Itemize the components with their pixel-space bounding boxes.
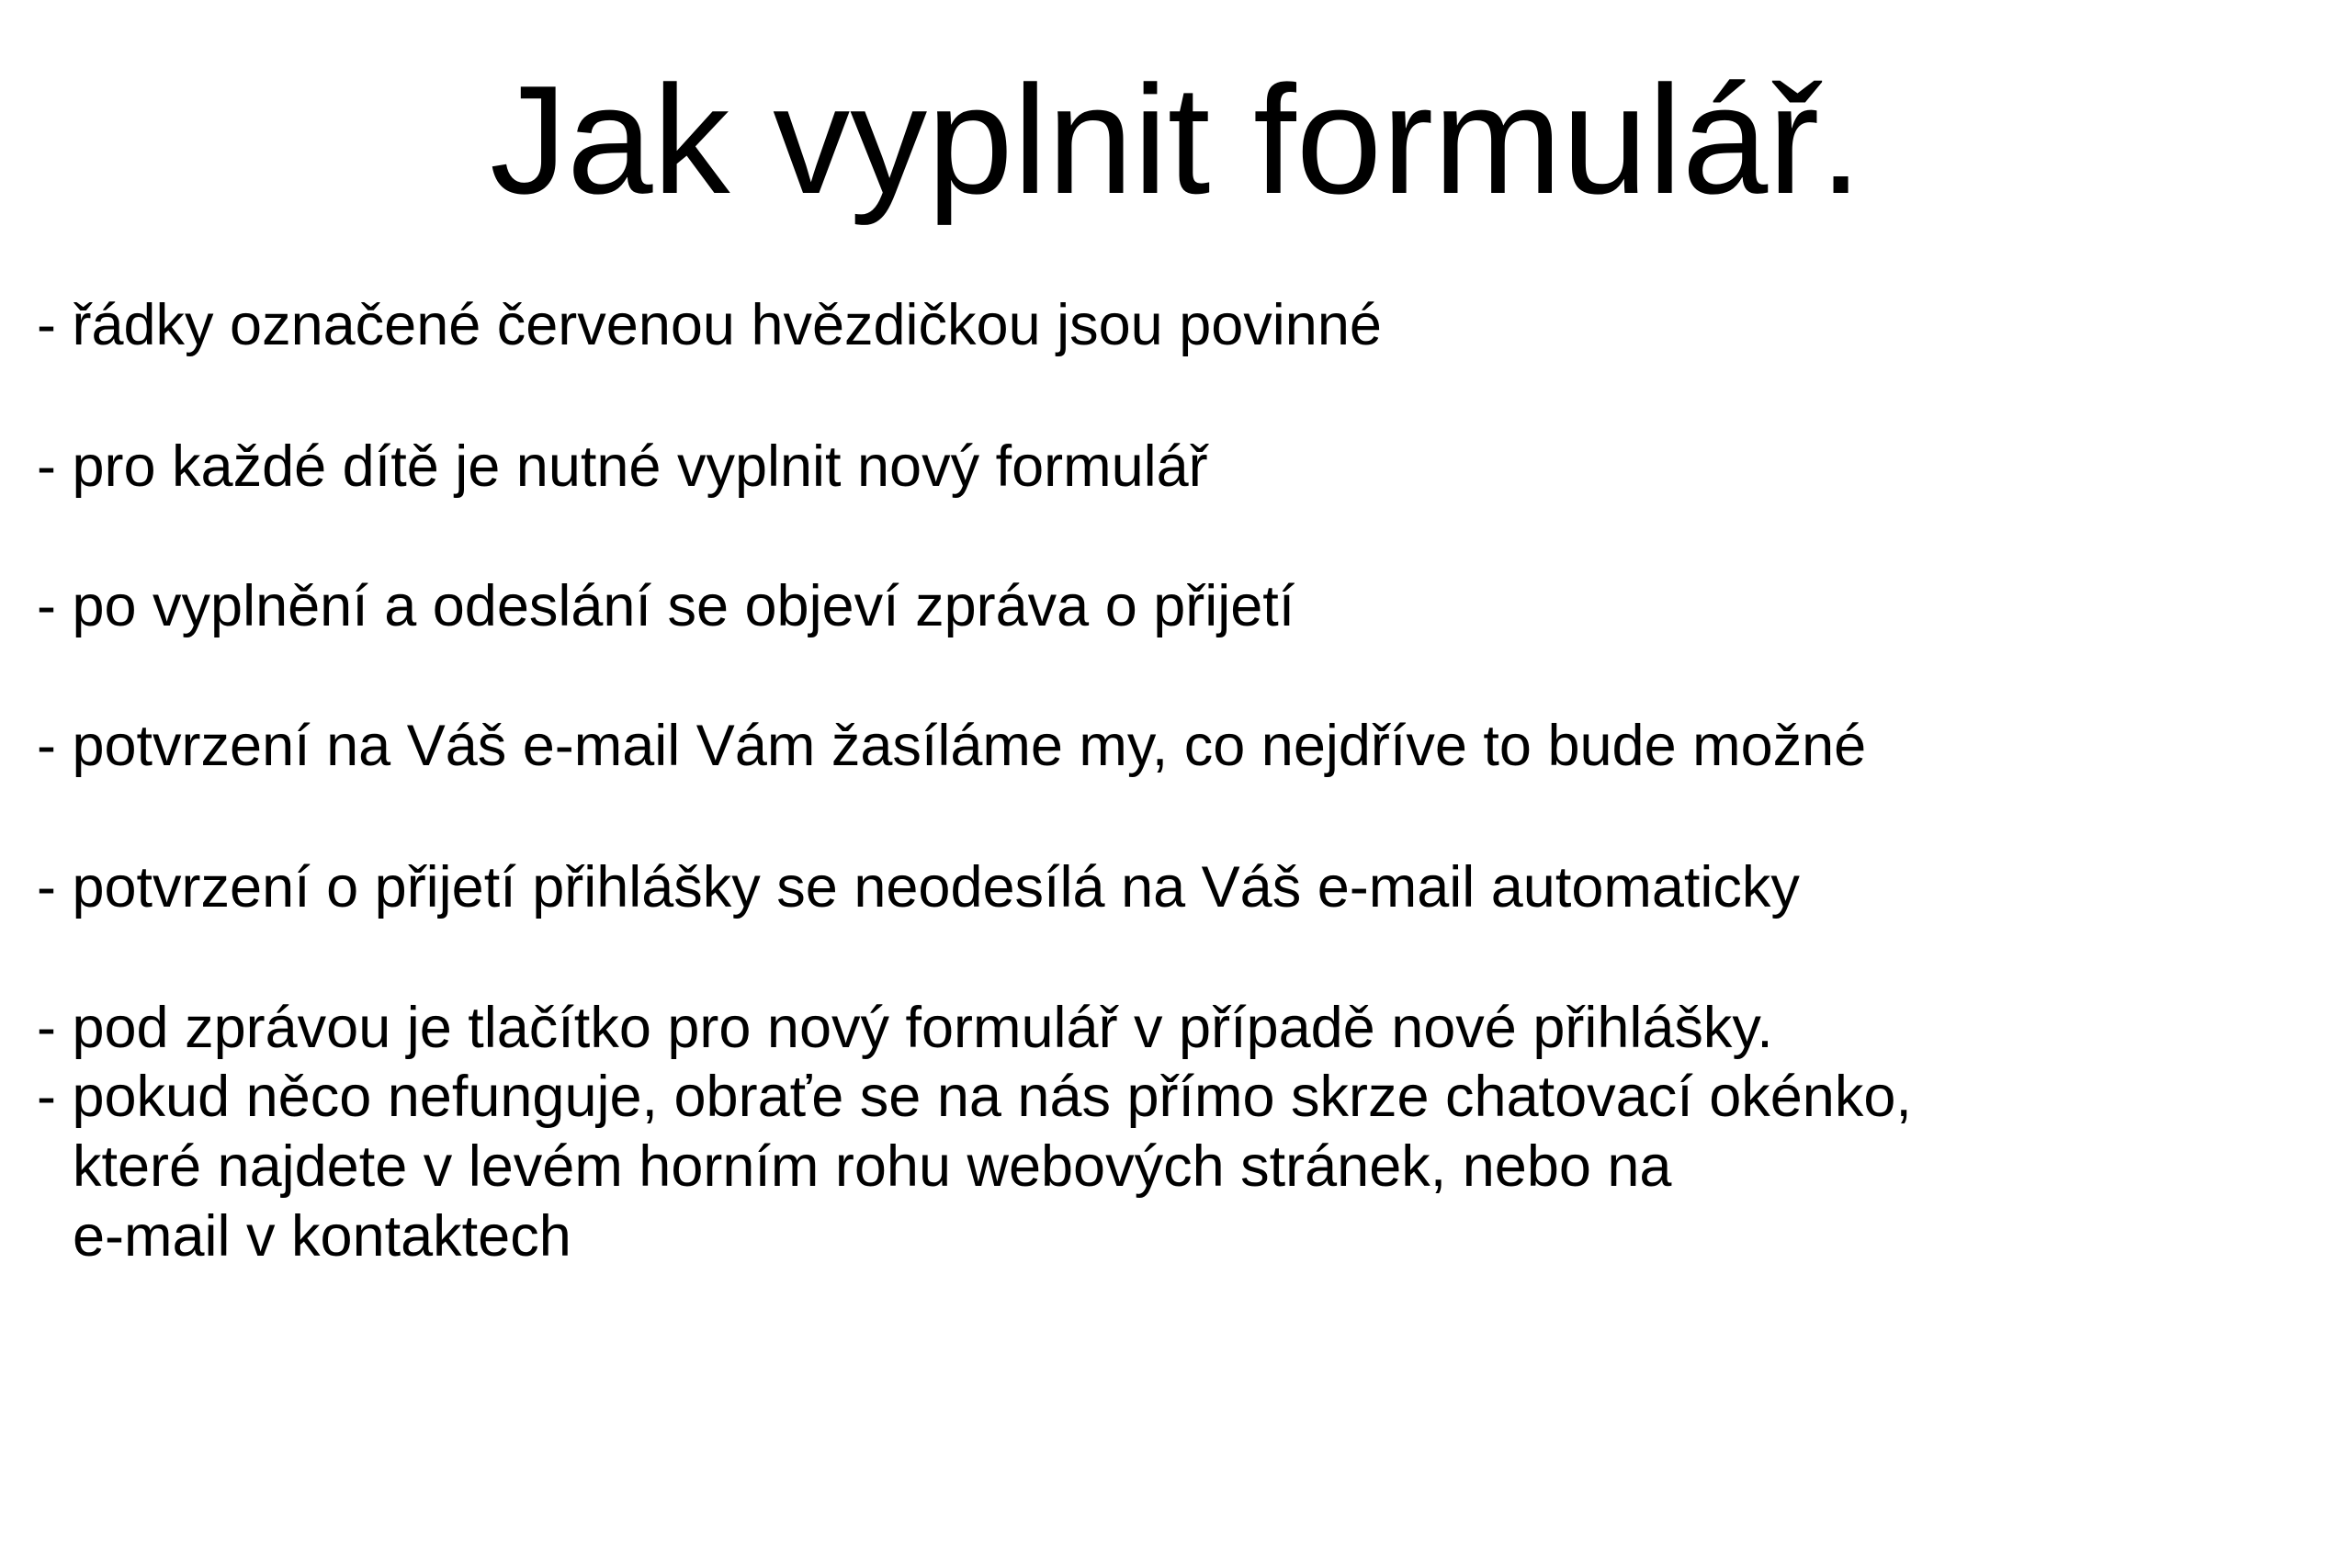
instruction-line-contact-email: e-mail v kontaktech — [73, 1204, 571, 1269]
instruction-line-new-form-per-child: - pro každé dítě je nutné vyplnit nový formulář — [37, 434, 1208, 499]
instruction-line-contact-chat: - pokud něco nefunguje, obraťe se na nás přímo skrze chatovací okénko, — [37, 1065, 1912, 1129]
instruction-line-required-fields: - řádky označené červenou hvězdičkou jsou povinné — [37, 293, 1382, 357]
instruction-line-new-form-button: - pod zprávou je tlačítko pro nový formulář v případě nové přihlášky. — [37, 996, 1773, 1060]
instruction-line-confirmation-message: - po vyplnění a odeslání se objeví zpráva o přijetí — [37, 574, 1295, 638]
page-title: Jak vyplnit formulář. — [490, 53, 1862, 226]
instruction-line-contact-chat-continued: které najdete v levém horním rohu webových stránek, nebo na — [73, 1134, 1672, 1199]
instruction-line-email-confirmation: - potvrzení na Váš e-mail Vám žasíláme my, co nejdříve to bude možné — [37, 714, 1867, 778]
instruction-line-no-automatic-email: - potvrzení o přijetí přihlášky se neodesílá na Váš e-mail automaticky — [37, 855, 1800, 919]
